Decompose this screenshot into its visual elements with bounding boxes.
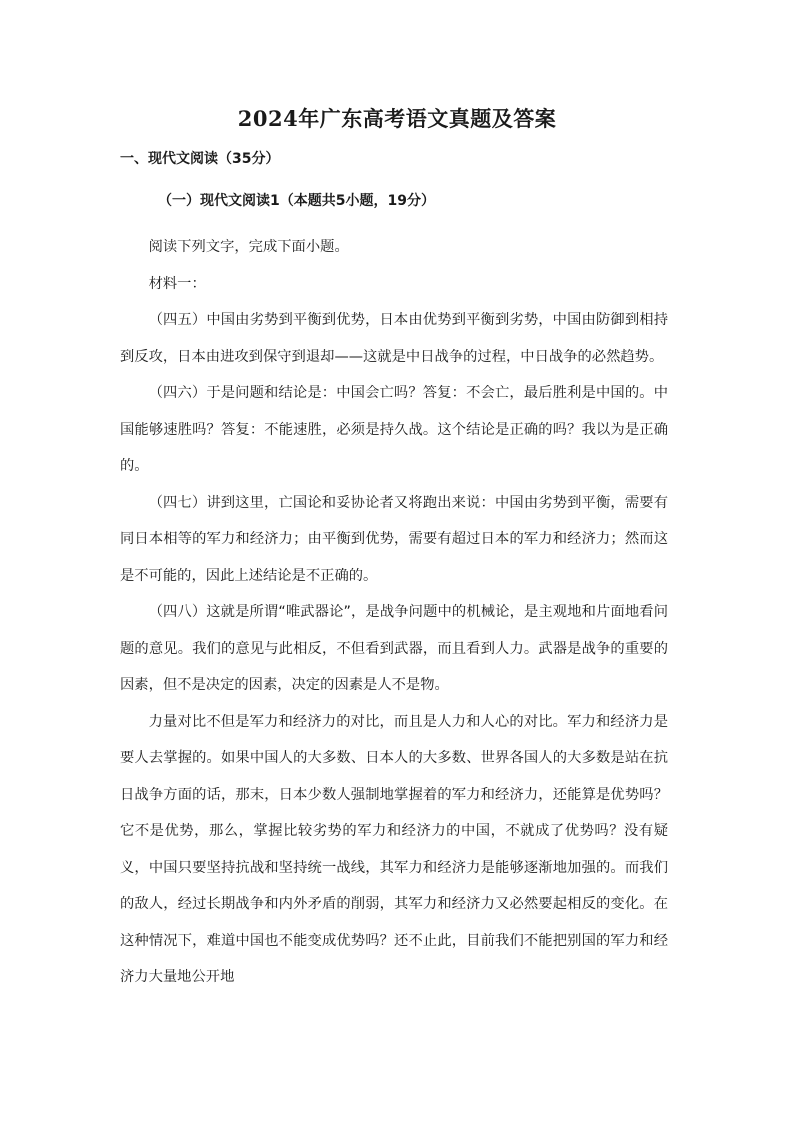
body-text	[120, 229, 668, 996]
paragraph-instruction: 阅读下列文字，完成下面小题。	[148, 239, 349, 255]
paragraph-material-label: 材料一：	[148, 275, 206, 292]
sub-heading: （一）现代文阅读1（本题共5小题，19分）	[158, 193, 435, 209]
paragraph-46: （四六）于是问题和结论是：中国会亡吗？答复：不会亡，最后胜利是中国的。中国能够速胜吗？答复：不能速胜，必须是持久战。这个结论是正确的吗？我以为是正确的。	[120, 385, 668, 474]
paragraph-48: （四八）这就是所谓“唯武器论”，是战争问题中的机械论，是主观地和片面地看问题的意见。我们的意见与此相反，不但看到武器，而且看到人力。武器是战争的重要的因素，但不是决定的因素，决定的因素是人不是物。	[120, 604, 668, 693]
paragraph-47: （四七）讲到这里，亡国论和妥协论者又将跑出来说：中国由劣势到平衡，需要有同日本相等的军力和经济力；由平衡到优势，需要有超过日本的军力和经济力；然而这是不可能的，因此上述结论是不正确的。	[120, 494, 668, 584]
paragraph-force-comparison: 力量对比不但是军力和经济力的对比，而且是人力和人心的对比。军力和经济力是要人去掌握的。如果中国人的大多数、日本人的大多数、世界各国人的大多数是站在抗日战争方面的话，那末，日本少数人强制地掌握着的军力和经济力，还能算是优势吗？它不是优势，那么，掌握比较劣势的军力和经济力的中国，不就成了优势吗？没有疑义，中国只要坚持抗战和坚持统一战线，其军力和经济力是能够逐渐地加强的。而我们的敌人，经过长期战争和内外矛盾的削弱，其军力和经济力又必然要起相反的变化。在这种情况下，难道中国也不能变成优势吗？还不止此，目前我们不能把别国的军力和经济力大量地公开地	[120, 713, 668, 985]
section-heading: 一、现代文阅读（35分）	[120, 151, 280, 167]
document-title: 2024年广东高考语文真题及答案	[237, 106, 557, 131]
paragraph-45: （四五）中国由劣势到平衡到优势，日本由优势到平衡到劣势，中国由防御到相持到反攻，日本由进攻到保守到退却——这就是中日战争的过程，中日战争的必然趋势。	[120, 312, 668, 365]
